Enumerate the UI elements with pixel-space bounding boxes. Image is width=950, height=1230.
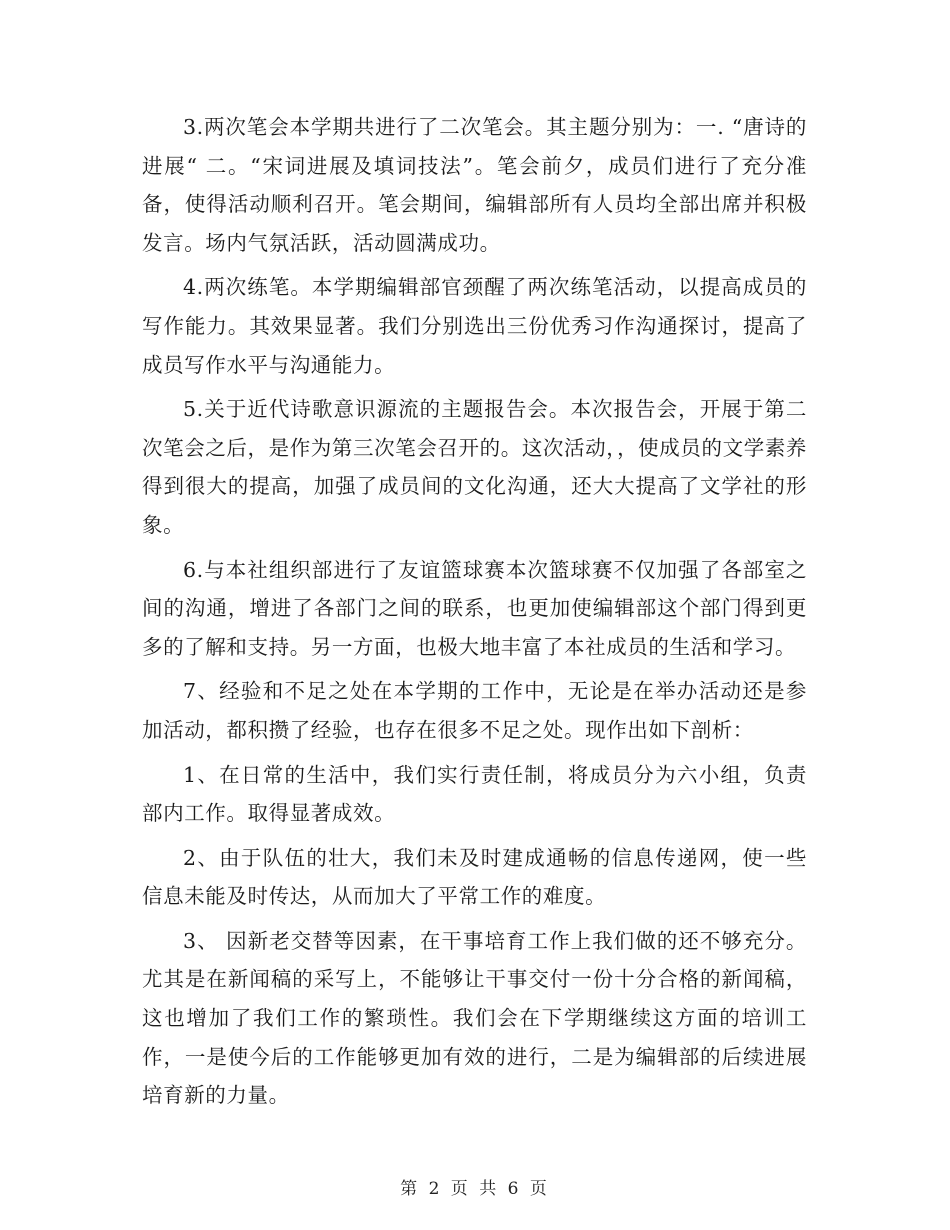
paragraph-activity-5: 5.关于近代诗歌意识源流的主题报告会。本次报告会，开展于第二次笔会之后，是作为第三次笔会召开的。这次活动，，使成员的文学素养得到很大的提高，加强了成员间的文化沟通，还大大提高了文学社的形象。 — [142, 397, 807, 537]
paragraph-activity-4: 4.两次练笔。本学期编辑部官颈醒了两次练笔活动，以提高成员的写作能力。其效果显著。我们分别选出三份优秀习作沟通探讨，提高了成员写作水平与沟通能力。 — [142, 275, 807, 377]
document-body — [142, 108, 807, 1121]
paragraph-experience-7: 7、经验和不足之处在本学期的工作中，无论是在举办活动还是参加活动，都积攒了经验，也存在很多不足之处。现作出如下剖析： — [142, 679, 807, 742]
paragraph-analysis-2: 2、由于队伍的壮大，我们未及时建成通畅的信息传递网，使一些信息未能及时传达，从而加大了平常工作的难度。 — [142, 845, 807, 909]
page-footer — [0, 1174, 950, 1199]
paragraph-activity-6: 6.与本社组织部进行了友谊篮球赛本次篮球赛不仅加强了各部室之间的沟通，增进了各部门之间的联系，也更加使编辑部这个部门得到更多的了解和支持。另一方面，也极大地丰富了本社成员的生活和学习。 — [142, 557, 807, 659]
paragraph-analysis-3: 3、 因新老交替等因素，在干事培育工作上我们做的还不够充分。尤其是在新闻稿的采写上，不能够让干事交付一份十分合格的新闻稿，这也增加了我们工作的繁琐性。我们会在下学期继续这方面的培训工作，一是使今后的工作能够更加有效的进行，二是为编辑部的后续进展培育新的力量。 — [142, 928, 807, 1108]
page-number: 第 2 页 共 6 页 — [400, 1179, 550, 1199]
paragraph-analysis-1: 1、在日常的生活中，我们实行责任制，将成员分为六小组，负责部内工作。取得显著成效。 — [142, 762, 807, 826]
paragraph-activity-3: 3.两次笔会本学期共进行了二次笔会。其主题分别为：一. “唐诗的进展“ 二。“宋词进展及填词技法”。笔会前夕，成员们进行了充分准备，使得活动顺利召开。笔会期间，编辑部所有人员均全部出席并积极发言。场内气氛活跃，活动圆满成功。 — [142, 115, 807, 255]
